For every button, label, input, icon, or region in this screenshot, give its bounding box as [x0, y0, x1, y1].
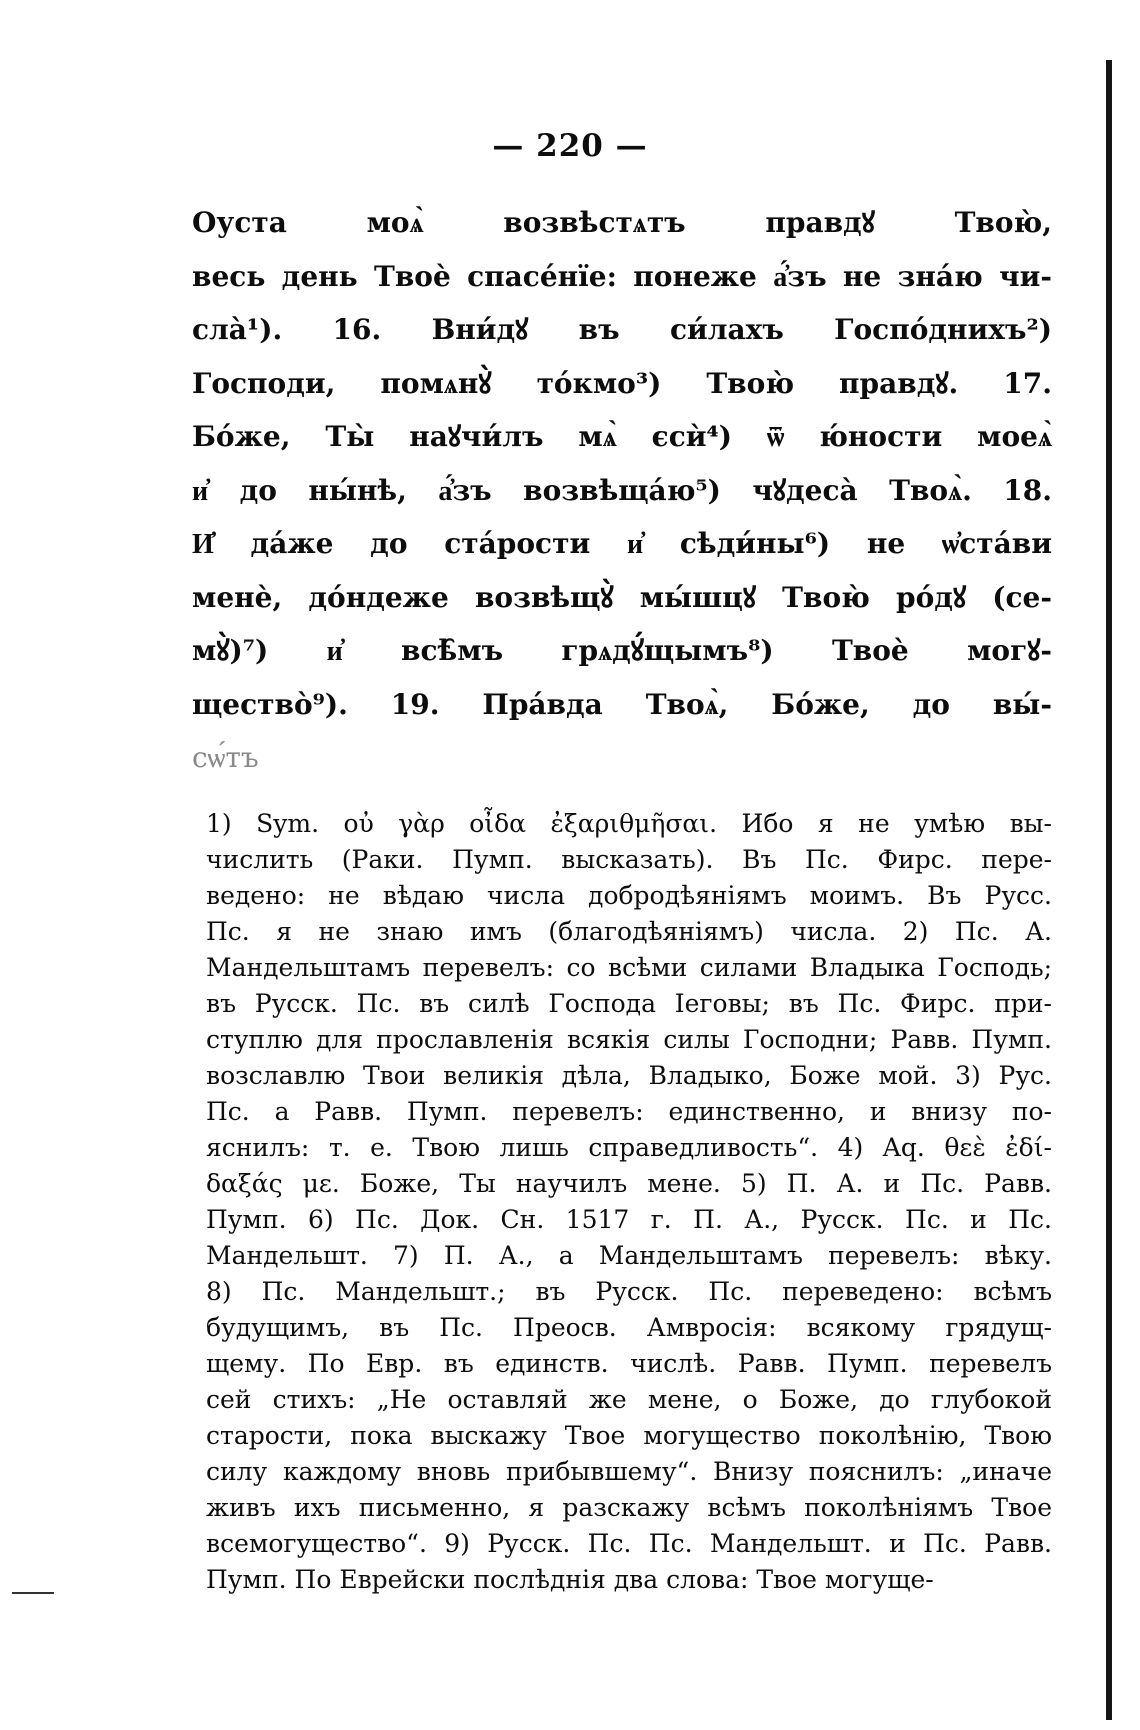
footnote-line: Пумп. По Еврейски послѣднія два слова: Твое могуще-	[206, 1565, 934, 1594]
footnote-line: въ Русск. Пс. въ силѣ Господа Іеговы; въ Пс. Фирс. при-	[206, 989, 1052, 1018]
footnote-line: живъ ихъ письменно, я разскажу всѣмъ поколѣніямъ Твое	[206, 1493, 1052, 1522]
margin-mark	[12, 1592, 54, 1594]
footnote-line: старости, пока выскажу Твое могущество поколѣнію, Твою	[206, 1421, 1052, 1450]
footnote-line: ведено: не вѣдаю числа добродѣяніямъ моимъ. Въ Русс.	[206, 881, 1052, 910]
footnote-line: числить (Раки. Пумп. высказать). Въ Пс. Фирс. пере-	[206, 845, 1052, 874]
main-text-line: весь день Твоѐ спасе́нїе: понеже а҆́зъ не зна́ю чи-	[192, 259, 1052, 293]
footnote-line: сей стихъ: „Не оставляй же мене, о Боже, до глубокой	[206, 1385, 1052, 1414]
footnotes-block	[206, 806, 1052, 1598]
footnote-line: δαξάς με. Боже, Ты научилъ мене. 5) П. А. и Пс. Равв.	[206, 1169, 1052, 1198]
main-text-line: щество̀⁹). 19. Пра́вда Твоѧ̀, Бо́же, до вы́-	[192, 687, 1052, 721]
footnote-line: Пс. а Равв. Пумп. перевелъ: единственно, и внизу по-	[206, 1097, 1052, 1126]
main-text-line: Бо́же, Ты̀ наꙋчи́лъ мѧ̀ єсѝ⁴) ѿ ю́ности моеѧ̀	[192, 420, 1052, 453]
footnote-line: Пумп. 6) Пс. Док. Сн. 1517 г. П. А., Русск. Пс. и Пс.	[206, 1205, 1052, 1234]
footnote-line: всемогущество“. 9) Русск. Пс. Пс. Мандельшт. и Пс. Равв.	[206, 1529, 1052, 1558]
main-text-line: Оуста моѧ̀ возвѣстѧтъ правдꙋ Твою̀,	[192, 206, 1052, 239]
footnote-line: силу каждому вновь прибывшему“. Внизу пояснилъ: „иначе	[206, 1457, 1052, 1486]
main-text-line: менѐ, до́ндеже возвѣщꙋ̀ мы́шцꙋ Твою̀ ро́дꙋ (се-	[192, 580, 1052, 614]
main-text-line: Господи, помѧнꙋ̀ то́кмо³) Твою̀ правдꙋ. 17.	[192, 366, 1052, 400]
main-text-block	[192, 196, 1052, 785]
main-text-line: мꙋ̀)⁷) и҆ всѣ̑мъ грѧдꙋ́щымъ⁸) Твоѐ могꙋ-	[192, 634, 1052, 667]
footnote-line: щему. По Евр. въ единств. числѣ. Равв. Пумп. перевелъ	[206, 1349, 1052, 1378]
footnote-line: Мандельшт. 7) П. А., а Мандельштамъ перевелъ: вѣку.	[206, 1241, 1052, 1270]
footnote-line: ступлю для прославленія всякія силы Господни; Равв. Пумп.	[206, 1025, 1052, 1054]
main-text-line: сѡ́тъ	[192, 741, 259, 774]
footnote-line: возславлю Твои великія дѣла, Владыко, Боже мой. 3) Рус.	[206, 1061, 1052, 1090]
main-text-line: сла̀¹). 16. Вни́дꙋ въ си́лахъ Госпо́днихъ²)	[192, 313, 1052, 346]
footnote-line: 1) Sym. οὐ γὰρ οἶδα ἐξαριθμῆσαι. Ибо я не умѣю вы-	[206, 809, 1052, 838]
page-number: — 220 —	[492, 128, 648, 164]
footnote-line: Мандельштамъ перевелъ: со всѣми силами Владыка Господь;	[206, 953, 1052, 982]
footnote-line: яснилъ: т. е. Твою лишь справедливость“. 4) Aq. θεὲ ἐδί-	[206, 1133, 1052, 1162]
main-text-line: и҆ до ны́нѣ, а҆́зъ возвѣща́ю⁵) чꙋдеса̀ Твоѧ̀. 18.	[192, 473, 1052, 507]
footnote-line: Пс. я не знаю имъ (благодѣяніямъ) числа. 2) Пс. А.	[206, 917, 1052, 946]
page-edge-rule	[1106, 60, 1112, 1720]
footnote-line: будущимъ, въ Пс. Преосв. Амвросія: всякому грядущ-	[206, 1313, 1052, 1342]
footnote-line: 8) Пс. Мандельшт.; въ Русск. Пс. переведено: всѣмъ	[206, 1277, 1052, 1306]
main-text-line: И҆ да́же до ста́рости и҆ сѣди́ны⁶) не ѡ҆ста́ви	[192, 527, 1052, 560]
